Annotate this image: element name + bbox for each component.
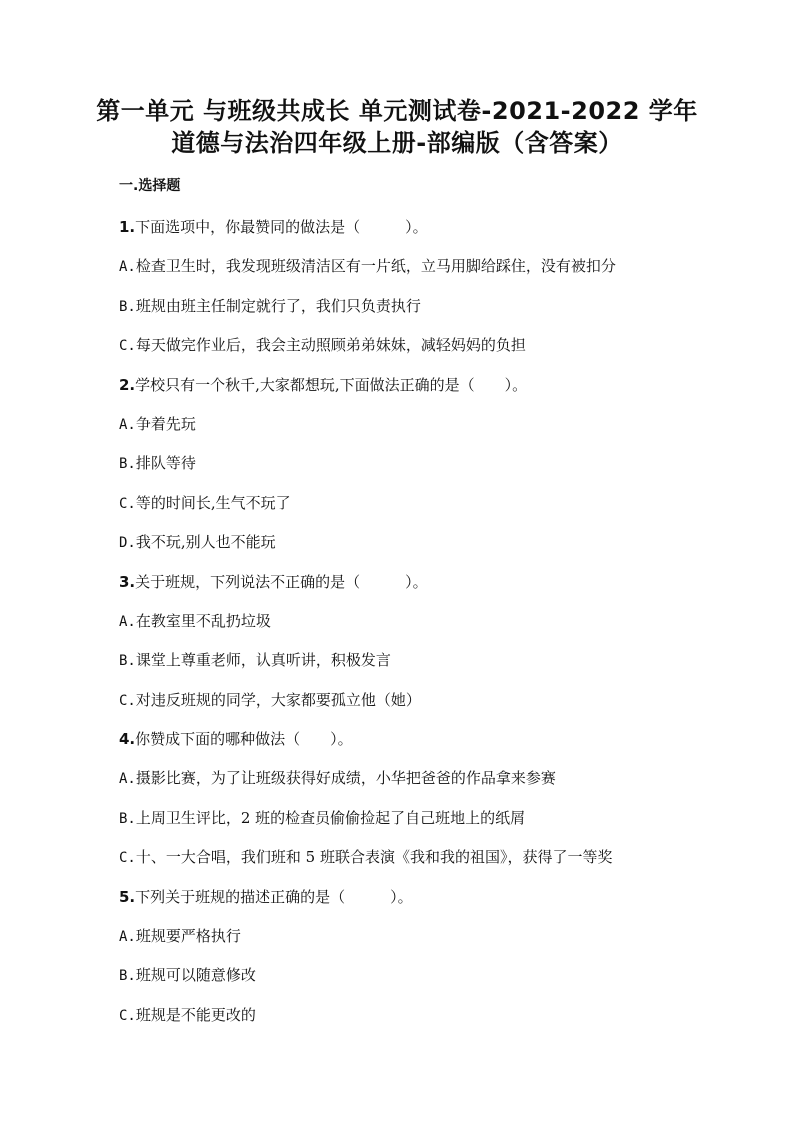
option-text: 对违反班规的同学，大家都要孤立他（她） — [135, 690, 421, 709]
option-letter: C. — [119, 338, 136, 355]
question-2-option-a — [119, 412, 699, 451]
question-1 — [119, 215, 699, 254]
option-text: 课堂上尊重老师，认真听讲，积极发言 — [135, 651, 391, 670]
question-1-option-c — [119, 333, 699, 372]
option-letter: B. — [119, 810, 136, 827]
option-letter: B. — [119, 653, 136, 670]
option-text: 摄影比赛，为了让班级获得好成绩，小华把爸爸的作品拿来参赛 — [135, 769, 556, 788]
option-letter: B. — [119, 456, 136, 473]
question-number: 4. — [119, 730, 136, 749]
option-text: 检查卫生时，我发现班级清洁区有一片纸，立马用脚给踩住，没有被扣分 — [135, 257, 616, 276]
option-text: 上周卫生评比，2 班的检查员偷偷捡起了自己班地上的纸屑 — [135, 808, 526, 827]
question-number: 1. — [119, 218, 136, 236]
option-text: 排队等待 — [135, 454, 196, 473]
question-2-option-c — [119, 491, 699, 530]
question-2-option-d — [119, 530, 699, 569]
question-2-option-b — [119, 451, 699, 490]
option-text: 我不玩,别人也不能玩 — [135, 533, 276, 552]
option-text: 每天做完作业后，我会主动照顾弟弟妹妹，减轻妈妈的负担 — [135, 336, 526, 355]
option-text: 争着先玩 — [135, 414, 196, 433]
option-letter: B. — [119, 968, 136, 985]
question-4-option-c — [119, 845, 699, 884]
option-text: 班规由班主任制定就行了，我们只负责执行 — [135, 296, 421, 315]
option-letter: A. — [119, 613, 136, 630]
question-text: 下列关于班规的描述正确的是（ ）。 — [135, 887, 413, 906]
option-letter: A. — [119, 771, 136, 788]
question-5-option-b — [119, 963, 699, 1002]
option-text: 班规是不能更改的 — [135, 1005, 256, 1024]
question-3-option-c — [119, 688, 699, 727]
question-1-option-b — [119, 294, 699, 333]
option-text: 十、一大合唱，我们班和 5 班联合表演《我和我的祖国》，获得了一等奖 — [135, 848, 613, 867]
option-letter: C. — [119, 692, 136, 709]
question-3-option-a — [119, 609, 699, 648]
question-2 — [119, 373, 699, 412]
document-title-line2: 道德与法治四年级上册-部编版（含答案） — [171, 129, 623, 157]
question-number: 3. — [119, 572, 136, 591]
option-text: 班规可以随意修改 — [135, 966, 256, 985]
question-4-option-b — [119, 806, 699, 845]
question-number: 5. — [119, 887, 136, 906]
question-text: 学校只有一个秋千,大家都想玩,下面做法正确的是（ ）。 — [135, 375, 528, 394]
section-heading: 一.选择题 — [119, 178, 181, 194]
question-text: 你赞成下面的哪种做法（ ）。 — [135, 730, 353, 749]
question-5-option-c — [119, 1003, 699, 1042]
question-3 — [119, 570, 699, 609]
question-3-option-b — [119, 648, 699, 687]
question-number: 2. — [119, 375, 136, 394]
option-letter: C. — [119, 495, 136, 512]
question-text: 下面选项中，你最赞同的做法是（ ）。 — [135, 218, 428, 236]
question-text: 关于班规，下列说法不正确的是（ ）。 — [135, 572, 428, 591]
option-text: 在教室里不乱扔垃圾 — [135, 611, 271, 630]
question-4 — [119, 727, 699, 766]
option-letter: D. — [119, 535, 136, 552]
document-title-line1: 第一单元 与班级共成长 单元测试卷-2021-2022 学年 — [96, 97, 698, 125]
option-letter: A. — [119, 416, 136, 433]
question-1-option-a — [119, 254, 699, 293]
question-list — [119, 215, 699, 1042]
question-5 — [119, 885, 699, 924]
question-4-option-a — [119, 766, 699, 805]
option-letter: B. — [119, 298, 136, 315]
option-text: 班规要严格执行 — [135, 927, 241, 946]
option-text: 等的时间长,生气不玩了 — [135, 493, 291, 512]
option-letter: C. — [119, 1007, 136, 1024]
option-letter: A. — [119, 259, 136, 276]
option-letter: C. — [119, 850, 136, 867]
question-5-option-a — [119, 924, 699, 963]
option-letter: A. — [119, 929, 136, 946]
